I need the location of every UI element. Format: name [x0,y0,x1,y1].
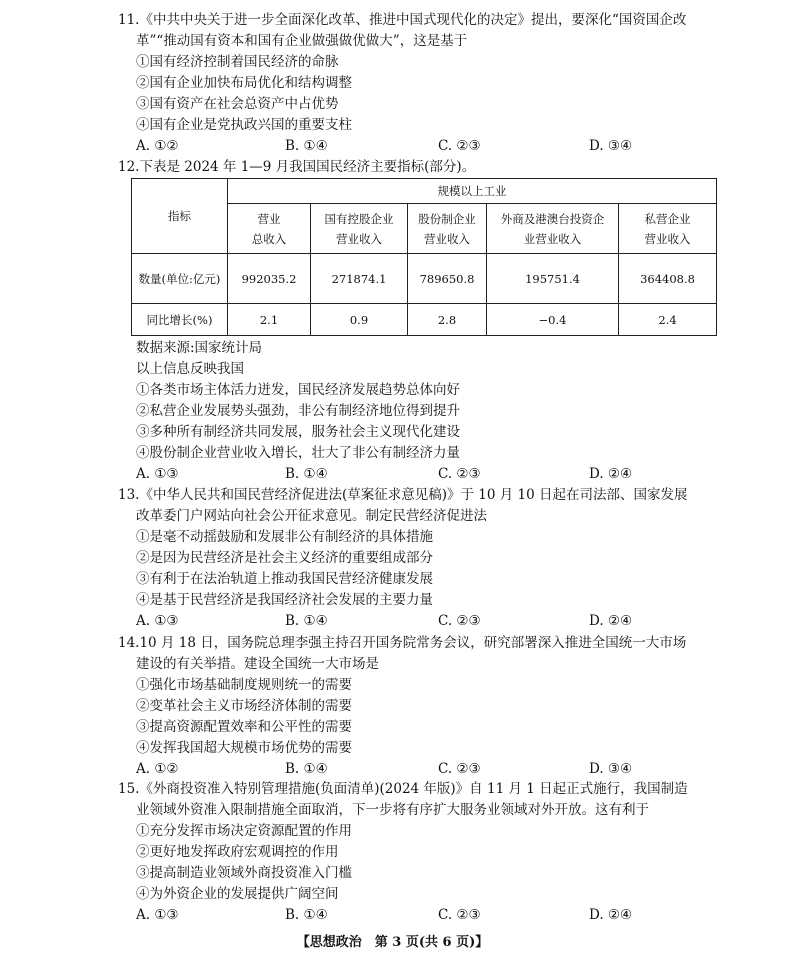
q13-stem-line1: 13.《中华人民共和国民营经济促进法(草案征求意见稿)》于 10 月 10 日起在司法部、国家发展 [118,487,688,503]
q13-option-c: C. ②③ [438,613,481,629]
table-cell: 364408.8 [619,254,717,304]
table-header-group: 规模以上工业 [228,179,717,204]
q15-options [118,905,728,926]
table-col-header: 外商及港澳台投资企 业营业收入 [487,204,619,254]
q11-option-c: C. ②③ [438,138,481,154]
q13-option-b: B. ①④ [285,613,328,629]
q11-option-b: B. ①④ [285,138,328,154]
table-cell: −0.4 [487,304,619,336]
question-15 [118,779,728,926]
q11-option-d: D. ③④ [589,138,633,154]
q11-stem-line1: 11.《中共中央关于进一步全面深化改革、推进中国式现代化的决定》提出，要深化“国资国企改 [118,12,687,28]
table-cell: 2.4 [619,304,717,336]
q12-stem-line2: 以上信息反映我国 [136,361,244,377]
indicator-table [131,178,717,336]
q11-item-1: ①国有经济控制着国民经济的命脉 [136,54,339,70]
q15-item-2: ②更好地发挥政府宏观调控的作用 [136,844,339,860]
q13-item-2: ②是因为民营经济是社会主义经济的重要组成部分 [136,550,433,566]
q11-option-a: A. ①② [136,138,179,154]
q13-option-d: D. ②④ [589,613,633,629]
q14-option-d: D. ③④ [589,761,633,777]
q15-item-4: ④为外资企业的发展提供广阔空间 [136,886,339,902]
question-12 [118,157,728,178]
q12-option-b: B. ①④ [285,466,328,482]
page-footer: 【思想政治 第 3 页(共 6 页)】 [296,935,489,950]
table-row [132,254,717,304]
q12-stem-line1: 12.下表是 2024 年 1—9 月我国国民经济主要指标(部分)。 [118,159,476,175]
q11-stem-line2: 革”“推动国有资本和国有企业做强做优做大”，这是基于 [136,33,468,49]
q14-item-4: ④发挥我国超大规模市场优势的需要 [136,740,352,756]
q15-stem-line1: 15.《外商投资准入特别管理措施(负面清单)(2024 年版)》自 11 月 1 日起正式施行，我国制造 [118,781,688,797]
table-col-header: 国有控股企业 营业收入 [311,204,408,254]
q12-option-c: C. ②③ [438,466,481,482]
q11-item-3: ③国有资产在社会总资产中占优势 [136,96,339,112]
table-cell: 0.9 [311,304,408,336]
q12-item-1: ①各类市场主体活力迸发，国民经济发展趋势总体向好 [136,382,460,398]
q14-stem-line2: 建设的有关举措。建设全国统一大市场是 [136,656,379,672]
q15-item-1: ①充分发挥市场决定资源配置的作用 [136,823,352,839]
q14-option-b: B. ①④ [285,761,328,777]
table-cell: 789650.8 [408,254,487,304]
q12-option-d: D. ②④ [589,466,633,482]
table-row [132,304,717,336]
table-cell: 2.1 [228,304,311,336]
q15-option-b: B. ①④ [285,907,328,923]
q11-item-4: ④国有企业是党执政兴国的重要支柱 [136,117,352,133]
table-col-header: 私营企业 营业收入 [619,204,717,254]
question-12-continued [118,338,728,485]
table-cell: 992035.2 [228,254,311,304]
question-14 [118,633,728,780]
table-header-indicator: 指标 [132,179,228,254]
table-col-header: 营业 总收入 [228,204,311,254]
table-cell: 271874.1 [311,254,408,304]
table-row-label: 数量(单位:亿元) [132,254,228,304]
table-row-label: 同比增长(%) [132,304,228,336]
q11-item-2: ②国有企业加快布局优化和结构调整 [136,75,352,91]
q15-option-c: C. ②③ [438,907,481,923]
q13-stem-line2: 改革委门户网站向社会公开征求意见。制定民营经济促进法 [136,508,487,524]
q13-options [118,611,728,632]
q13-option-a: A. ①③ [136,613,179,629]
q12-option-a: A. ①③ [136,466,179,482]
question-11 [118,10,728,157]
q14-item-1: ①强化市场基础制度规则统一的需要 [136,677,352,693]
q15-stem-line2: 业领域外资准入限制措施全面取消，下一步将有序扩大服务业领域对外开放。这有利于 [136,802,649,818]
q14-option-c: C. ②③ [438,761,481,777]
table-col-header: 股份制企业 营业收入 [408,204,487,254]
q14-options [118,759,728,780]
q15-option-d: D. ②④ [589,907,633,923]
q13-item-1: ①是毫不动摇鼓励和发展非公有制经济的具体措施 [136,529,433,545]
q13-item-3: ③有利于在法治轨道上推动我国民营经济健康发展 [136,571,433,587]
q11-options [118,136,728,157]
question-13 [118,485,728,632]
q12-item-2: ②私营企业发展势头强劲，非公有制经济地位得到提升 [136,403,460,419]
q12-source: 数据来源:国家统计局 [136,340,263,356]
table-cell: 195751.4 [487,254,619,304]
q13-item-4: ④是基于民营经济是我国经济社会发展的主要力量 [136,592,433,608]
q15-item-3: ③提高制造业领域外商投资准入门槛 [136,865,352,881]
q12-item-4: ④股份制企业营业收入增长，壮大了非公有制经济力量 [136,445,460,461]
q12-options [118,464,728,485]
q14-option-a: A. ①② [136,761,179,777]
q14-item-2: ②变革社会主义市场经济体制的需要 [136,698,352,714]
q14-stem-line1: 14.10 月 18 日，国务院总理李强主持召开国务院常务会议，研究部署深入推进全国统一大市场 [118,635,687,651]
q12-item-3: ③多种所有制经济共同发展，服务社会主义现代化建设 [136,424,460,440]
q15-option-a: A. ①③ [136,907,179,923]
q14-item-3: ③提高资源配置效率和公平性的需要 [136,719,352,735]
table-cell: 2.8 [408,304,487,336]
